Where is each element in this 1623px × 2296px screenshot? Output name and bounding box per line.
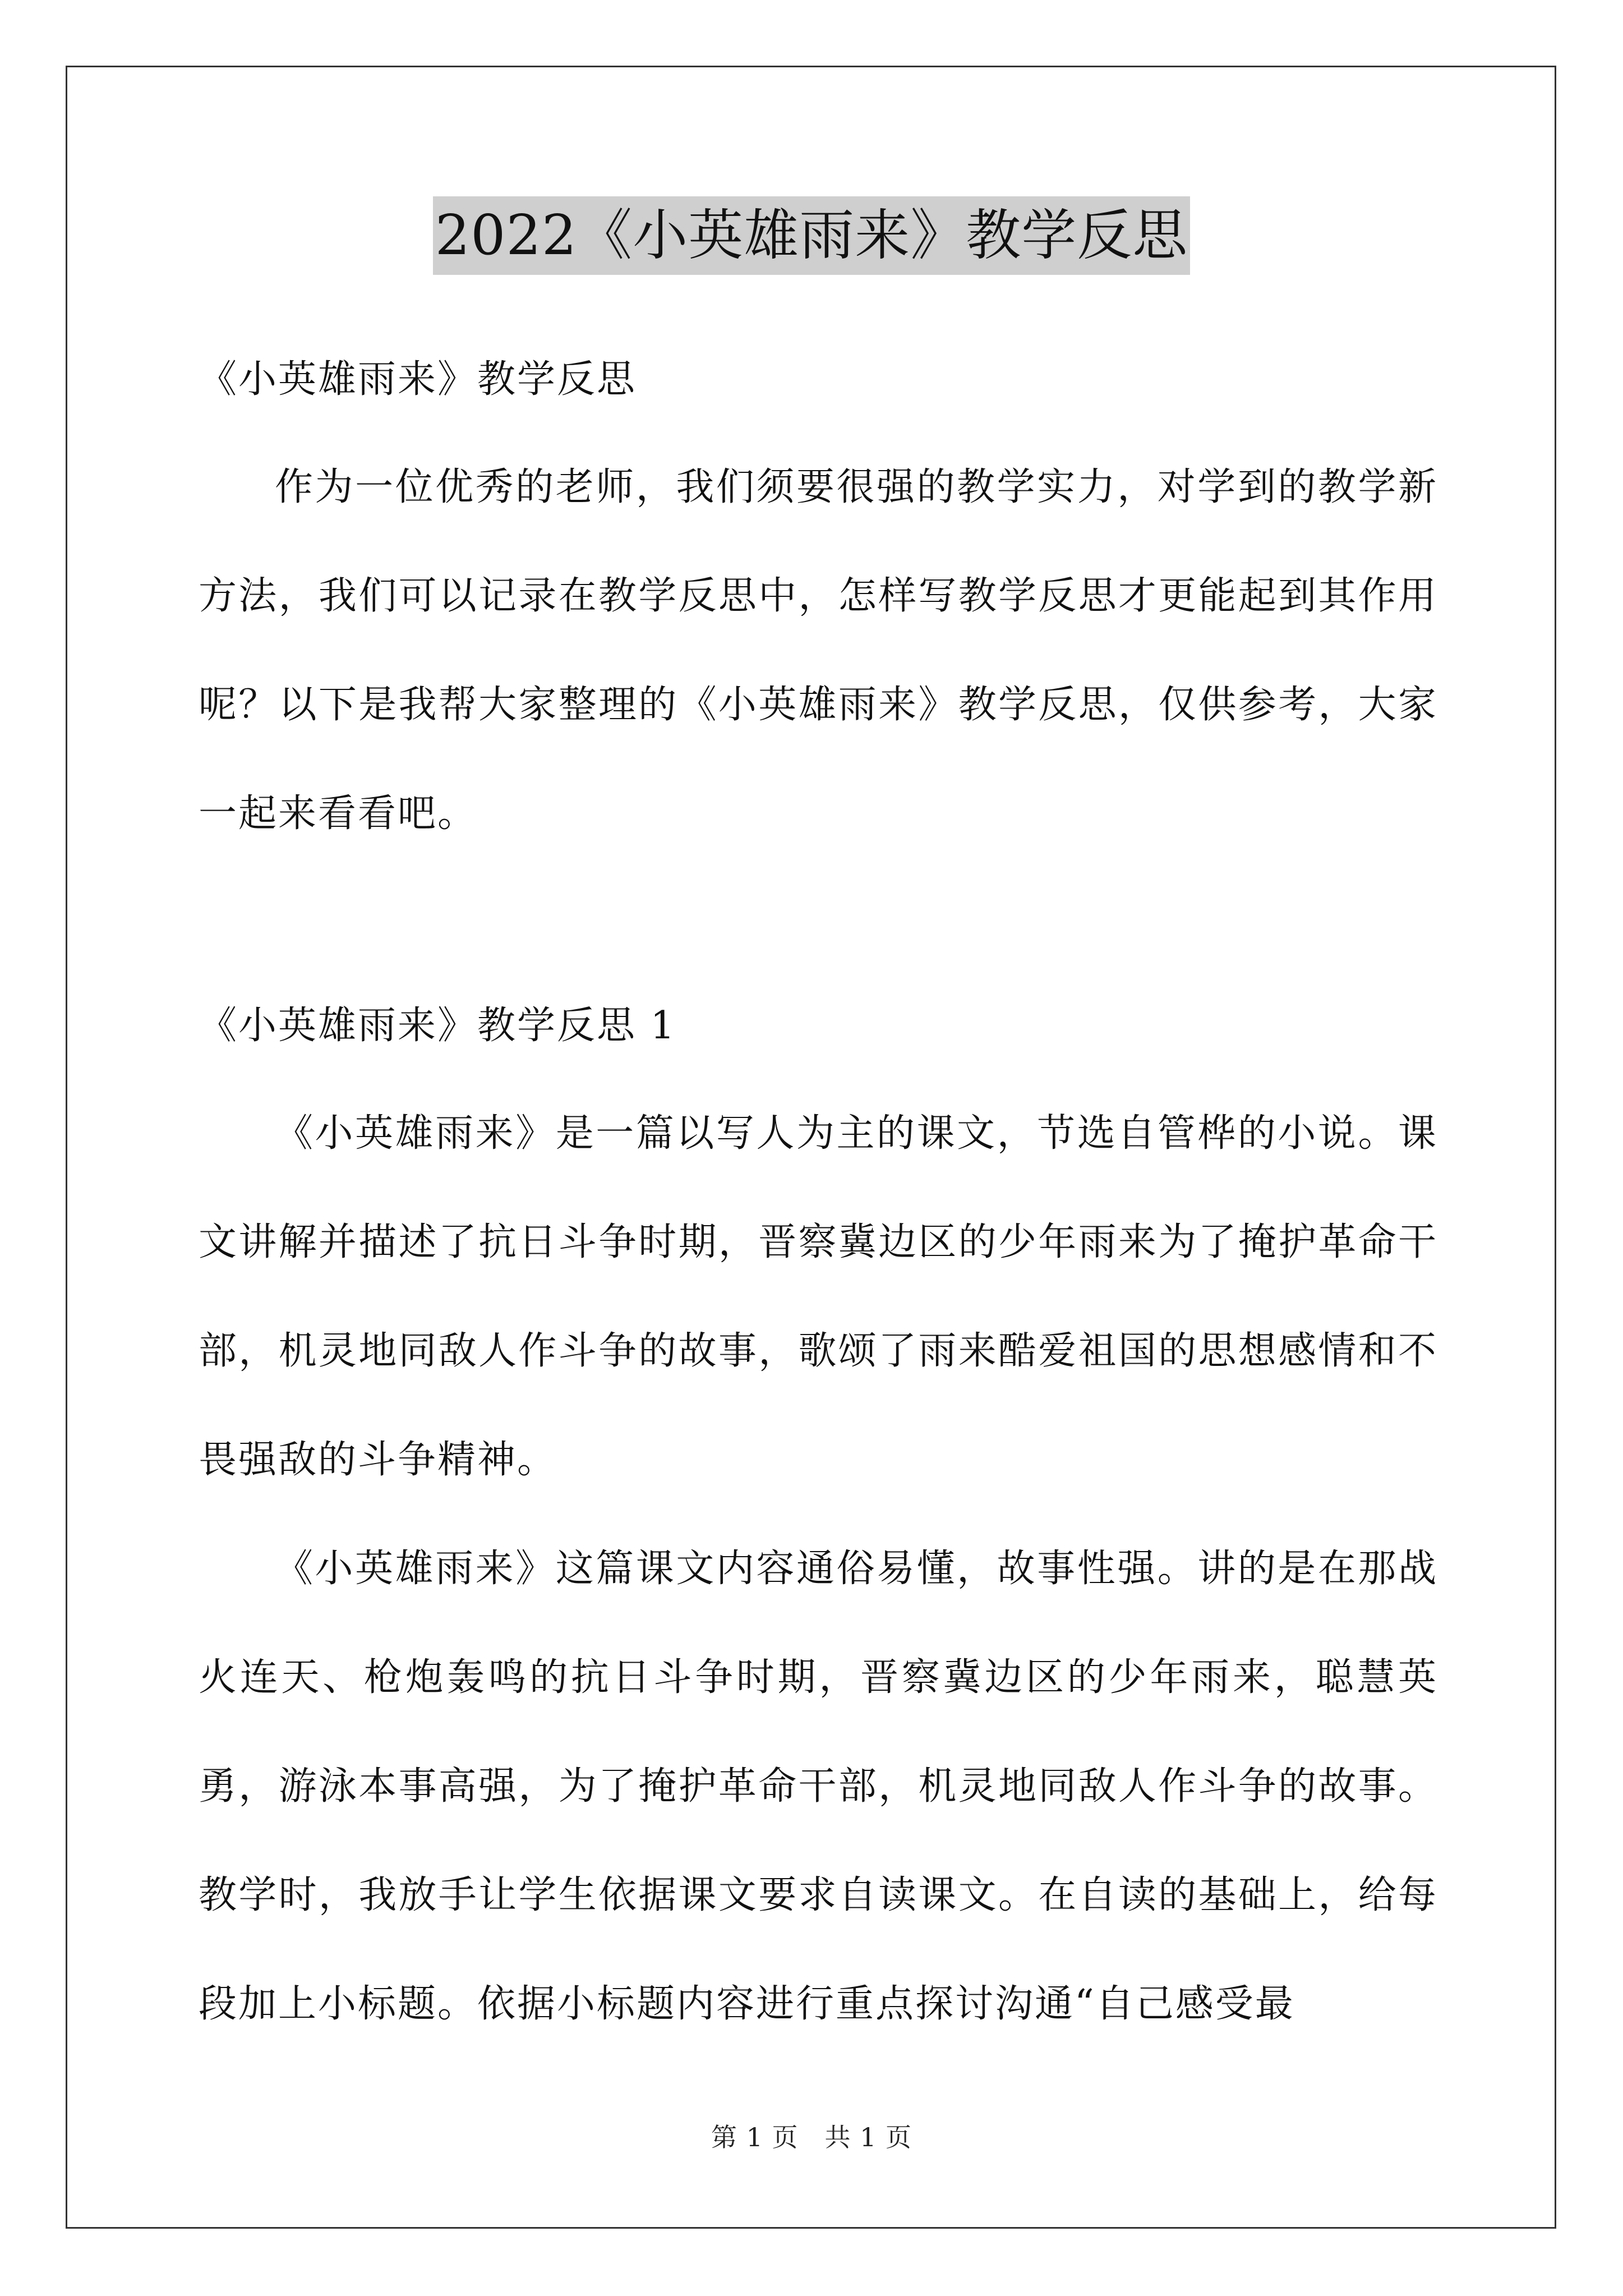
intro-paragraph: 作为一位优秀的老师，我们须要很强的教学实力，对学到的教学新方法，我们可以记录在教学反思中，怎样写教学反思才更能起到其作用呢？以下是我帮大家整理的《小英雄雨来》教学反思，仅供参考，大家一起来看看吧。 [199,465,1438,836]
section-1-paragraph-2: 《小英雄雨来》这篇课文内容通俗易懂，故事性强。讲的是在那战火连天、枪炮轰鸣的抗日斗争时期，晋察冀边区的少年雨来，聪慧英勇，游泳本事高强，为了掩护革命干部，机灵地同敌人作斗争的故事。教学时，我放手让学生依据课文要求自读课文。在自读的基础上，给每段加上小标题。依据小标题内容进行重点探讨沟通“自己感受最 [199,1547,1438,2026]
intro-block [199,326,1438,868]
intro-heading: 《小英雄雨来》教学反思 [199,357,637,402]
page-number: 第 1 页 共 1 页 [711,2122,912,2152]
document-title-text: 2022《小英雄雨来》教学反思 [433,196,1190,275]
document-title [0,196,1623,275]
section-1-block [199,973,1438,2059]
section-1-heading: 《小英雄雨来》教学反思 1 [199,1004,676,1048]
page-footer [0,2120,1623,2154]
section-1-paragraph-1: 《小英雄雨来》是一篇以写人为主的课文，节选自管桦的小说。课文讲解并描述了抗日斗争时期，晋察冀边区的少年雨来为了掩护革命干部，机灵地同敌人作斗争的故事，歌颂了雨来酷爱祖国的思想感情和不畏强敌的斗争精神。 [199,1111,1438,1482]
